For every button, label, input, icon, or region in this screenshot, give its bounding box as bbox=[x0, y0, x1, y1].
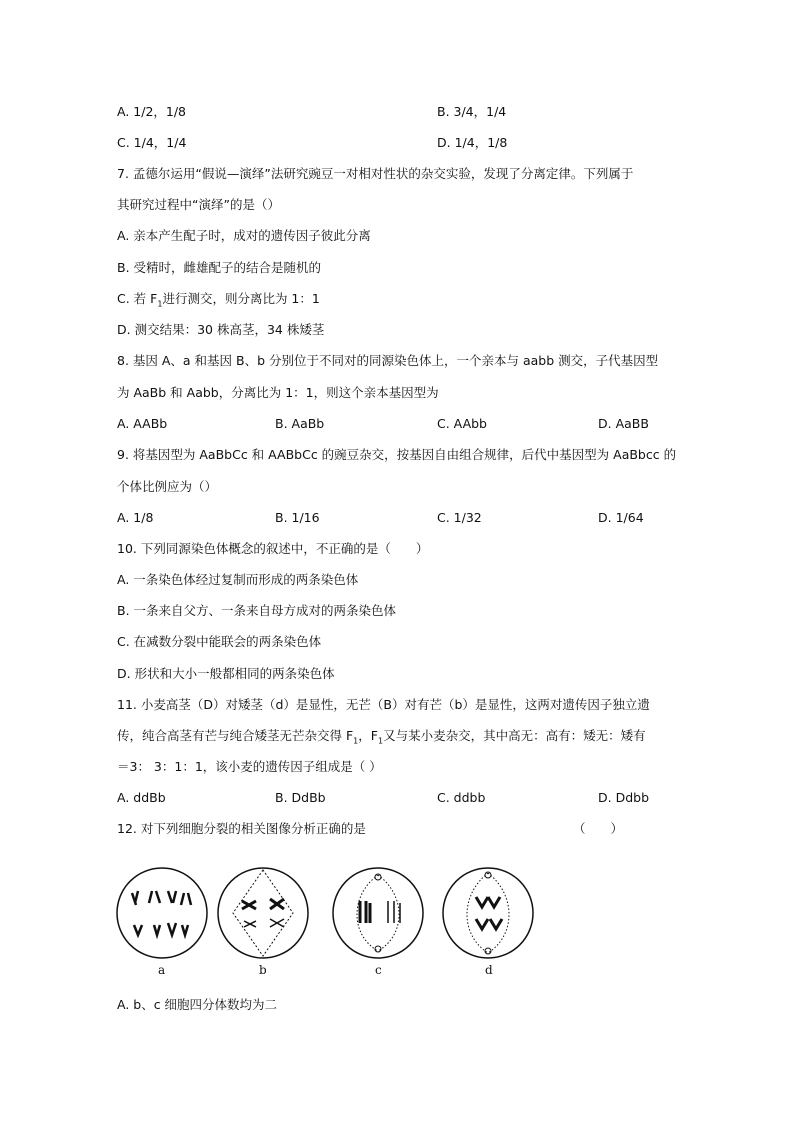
q10-option-a: A. 一条染色体经过复制而形成的两条染色体 bbox=[117, 572, 359, 587]
q9-option-a: A. 1/8 bbox=[117, 510, 154, 525]
q6-option-c: C. 1/4，1/4 bbox=[117, 135, 187, 150]
q11-option-a: A. ddBb bbox=[117, 790, 166, 805]
q10-option-b: B. 一条来自父方、一条来自母方成对的两条染色体 bbox=[117, 603, 397, 618]
cell-c bbox=[333, 868, 423, 958]
q7-option-d: D. 测交结果：30 株高茎，34 株矮茎 bbox=[117, 322, 325, 337]
q8-stem-cont: 为 AaBb 和 Aabb，分离比为 1：1，则这个亲本基因型为 bbox=[117, 385, 439, 400]
q6-option-a: A. 1/2，1/8 bbox=[117, 104, 187, 119]
text: ，F bbox=[358, 728, 378, 743]
cell-a bbox=[117, 868, 207, 958]
figure-label-c: c bbox=[375, 963, 382, 977]
q6-option-b: B. 3/4，1/4 bbox=[437, 104, 507, 119]
q9-option-c: C. 1/32 bbox=[437, 510, 482, 525]
figure-label-b: b bbox=[259, 963, 267, 977]
subscript: 1 bbox=[157, 299, 163, 309]
q7-stem-cont: 其研究过程中“演绎”的是（） bbox=[117, 197, 280, 212]
q8-option-c: C. AAbb bbox=[437, 416, 487, 431]
q10-option-d: D. 形状和大小一般都相同的两条染色体 bbox=[117, 666, 335, 681]
q10-stem: 10. 下列同源染色体概念的叙述中，不正确的是（ ） bbox=[117, 541, 429, 556]
q7-stem: 7. 孟德尔运用“假说—演绎”法研究豌豆一对相对性状的杂交实验，发现了分离定律。下列属于 bbox=[117, 166, 634, 181]
q12-stem: 12. 对下列细胞分裂的相关图像分析正确的是 bbox=[117, 821, 366, 836]
q9-stem-cont: 个体比例应为（） bbox=[117, 479, 218, 494]
q11-stem-cont2: ＝3： 3：1：1，该小麦的遗传因子组成是（ ） bbox=[117, 759, 382, 774]
q7-option-a: A. 亲本产生配子时，成对的遗传因子彼此分离 bbox=[117, 228, 371, 243]
text: C. 若 F bbox=[117, 291, 158, 306]
q11-stem: 11. 小麦高茎（D）对矮茎（d）是显性，无芒（B）对有芒（b）是显性，这两对遗传因子独立遗 bbox=[117, 697, 650, 712]
q11-stem-cont bbox=[117, 728, 646, 750]
q9-stem: 9. 将基因型为 AaBbCc 和 AABbCc 的豌豆杂交，按基因自由组合规律，后代中基因型为 AaBbcc 的 bbox=[117, 447, 677, 462]
text: 又与某小麦杂交，其中高无：高有：矮无：矮有 bbox=[383, 728, 646, 743]
cell-division-figure bbox=[110, 855, 550, 985]
q6-option-d: D. 1/4，1/8 bbox=[437, 135, 508, 150]
q9-option-b: B. 1/16 bbox=[275, 510, 320, 525]
cell-d bbox=[443, 868, 533, 958]
text: 传，纯合高茎有芒与纯合矮茎无芒杂交得 F bbox=[117, 728, 354, 743]
q9-option-d: D. 1/64 bbox=[598, 510, 644, 525]
text: 进行测交，则分离比为 1：1 bbox=[162, 291, 320, 306]
q10-option-c: C. 在减数分裂中能联会的两条染色体 bbox=[117, 634, 322, 649]
figure-label-a: a bbox=[158, 963, 166, 977]
q11-option-c: C. ddbb bbox=[437, 790, 486, 805]
q8-option-d: D. AaBB bbox=[598, 416, 649, 431]
q11-option-d: D. Ddbb bbox=[598, 790, 650, 805]
q7-option-b: B. 受精时，雌雄配子的结合是随机的 bbox=[117, 260, 322, 275]
q8-stem: 8. 基因 A、a 和基因 B、b 分别位于不同对的同源染色体上，一个亲本与 aabb 测交，子代基因型 bbox=[117, 353, 659, 368]
q11-option-b: B. DdBb bbox=[275, 790, 326, 805]
q8-option-b: B. AaBb bbox=[275, 416, 325, 431]
cell-b bbox=[218, 868, 308, 958]
subscript: 1 bbox=[353, 736, 359, 746]
q8-option-a: A. AABb bbox=[117, 416, 168, 431]
q7-option-c bbox=[117, 291, 320, 313]
subscript: 1 bbox=[377, 736, 384, 746]
q12-answer-paren: （ ） bbox=[573, 821, 624, 836]
figure-label-d: d bbox=[485, 963, 493, 977]
q12-option-a: A. b、c 细胞四分体数均为二 bbox=[117, 997, 278, 1012]
